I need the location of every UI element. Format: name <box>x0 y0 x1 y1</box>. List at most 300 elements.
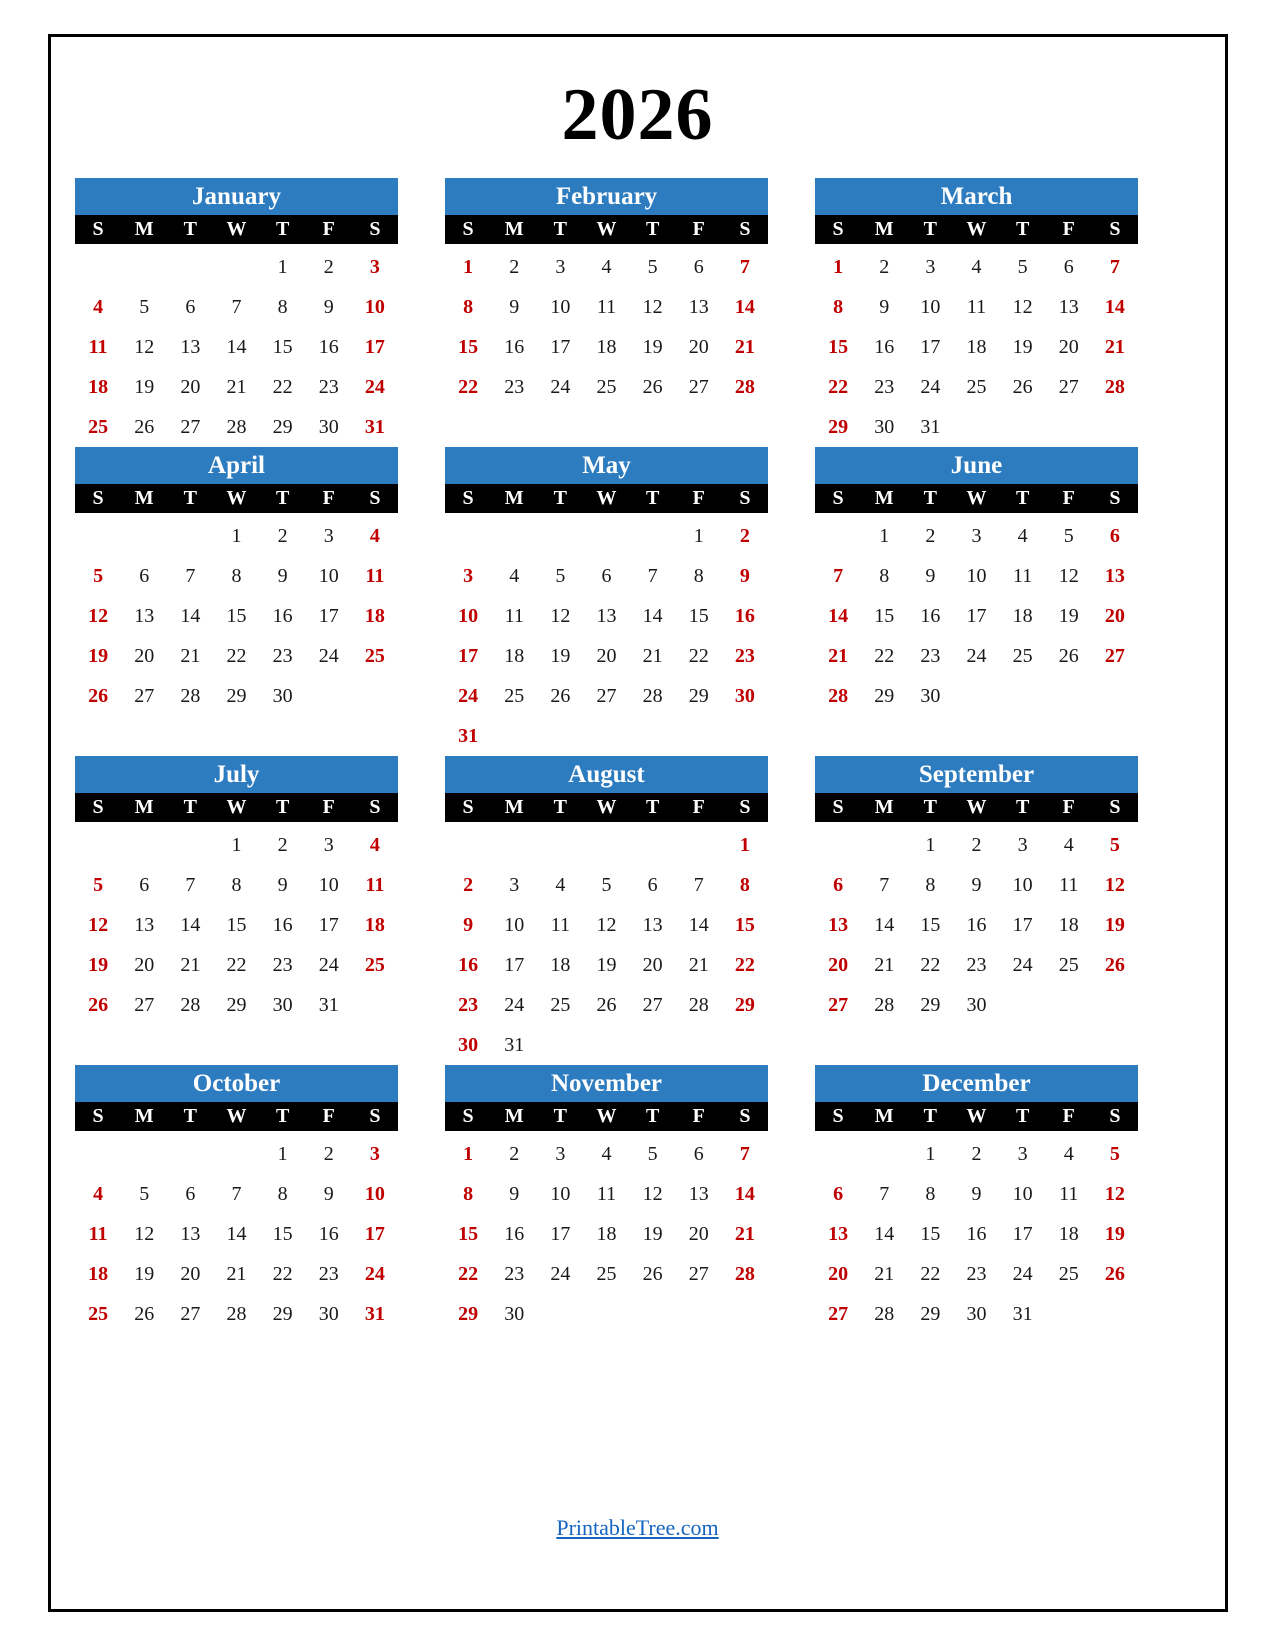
day-cell: 31 <box>920 416 941 438</box>
day-cell: 28 <box>642 685 663 707</box>
day-cell: 12 <box>88 914 109 936</box>
day-cell-empty <box>167 825 213 865</box>
day-cell: 14 <box>734 296 755 318</box>
day-cell: 9 <box>323 296 334 318</box>
day-cell: 16 <box>318 1223 339 1245</box>
month-name: May <box>445 447 768 484</box>
day-cell: 18 <box>1058 1223 1079 1245</box>
day-cell-empty <box>121 516 167 556</box>
weekday-label: M <box>504 1105 524 1127</box>
day-cell-empty <box>815 1134 861 1174</box>
day-cell: 4 <box>1017 525 1028 547</box>
weekday-label: T <box>553 796 568 818</box>
day-cell: 1 <box>925 1143 936 1165</box>
weekday-header-row <box>445 793 768 822</box>
day-cell: 24 <box>318 645 339 667</box>
day-cell: 5 <box>93 874 104 896</box>
weekday-label: S <box>1109 1105 1121 1127</box>
day-cell: 3 <box>1017 834 1028 856</box>
weekday-label: M <box>504 218 524 240</box>
weekday-header-row <box>75 793 398 822</box>
day-cell: 15 <box>920 1223 941 1245</box>
day-cell: 1 <box>231 834 242 856</box>
day-cell: 14 <box>226 1223 247 1245</box>
page-title: 2026 <box>561 74 714 156</box>
printabletree-link[interactable]: PrintableTree.com <box>556 1515 719 1540</box>
day-cell: 1 <box>925 834 936 856</box>
weekday-label: F <box>1062 1105 1075 1127</box>
day-cell: 22 <box>828 376 849 398</box>
day-cell: 30 <box>318 416 339 438</box>
day-cell: 9 <box>971 874 982 896</box>
day-cell: 27 <box>180 416 201 438</box>
day-cell: 12 <box>642 296 663 318</box>
day-cell: 29 <box>226 685 247 707</box>
day-cell: 23 <box>504 376 525 398</box>
day-cell: 9 <box>971 1183 982 1205</box>
month-name: December <box>815 1065 1138 1102</box>
weekday-header-row <box>815 484 1138 513</box>
day-cell: 10 <box>364 296 385 318</box>
day-cell: 4 <box>971 256 982 278</box>
weekday-label: T <box>553 487 568 509</box>
day-cell: 26 <box>88 685 109 707</box>
weekday-label: T <box>645 1105 660 1127</box>
day-cell: 14 <box>734 1183 755 1205</box>
day-cell: 29 <box>272 416 293 438</box>
day-cell: 2 <box>925 525 936 547</box>
day-cell: 30 <box>458 1034 479 1056</box>
weekday-label: S <box>369 487 381 509</box>
day-cell: 19 <box>642 1223 663 1245</box>
day-cell: 13 <box>134 605 155 627</box>
day-cell: 19 <box>550 645 571 667</box>
day-cell: 11 <box>1013 565 1033 587</box>
day-cell: 28 <box>688 994 709 1016</box>
day-cell: 30 <box>504 1303 525 1325</box>
month-block <box>75 447 398 756</box>
day-cell: 14 <box>180 914 201 936</box>
day-cell: 19 <box>88 645 109 667</box>
day-cell-empty <box>167 247 213 287</box>
day-cell-empty <box>121 247 167 287</box>
day-cell: 13 <box>828 914 849 936</box>
day-cell: 4 <box>601 1143 612 1165</box>
day-cell: 18 <box>364 605 385 627</box>
month-block <box>445 756 768 1065</box>
day-cell: 3 <box>323 834 334 856</box>
day-cell: 7 <box>879 1183 890 1205</box>
day-cell: 14 <box>642 605 663 627</box>
weekday-label: S <box>92 1105 104 1127</box>
weekday-label: T <box>275 487 290 509</box>
day-cell: 5 <box>93 565 104 587</box>
weekday-label: F <box>322 796 335 818</box>
day-cell: 23 <box>272 954 293 976</box>
weekday-label: T <box>923 796 938 818</box>
day-cell: 30 <box>920 685 941 707</box>
day-cell: 19 <box>1104 914 1125 936</box>
day-cell: 6 <box>185 1183 196 1205</box>
day-cell: 12 <box>642 1183 663 1205</box>
weekday-label: S <box>739 796 751 818</box>
month-block <box>815 1065 1138 1334</box>
day-cell: 3 <box>369 256 380 278</box>
day-cell: 19 <box>642 336 663 358</box>
day-cell: 18 <box>596 336 617 358</box>
month-name: June <box>815 447 1138 484</box>
weekday-header-row <box>815 215 1138 244</box>
month-block <box>815 756 1138 1065</box>
day-cell: 6 <box>139 565 150 587</box>
day-cell: 10 <box>504 914 525 936</box>
weekday-label: S <box>832 218 844 240</box>
day-cell: 14 <box>688 914 709 936</box>
day-cell: 8 <box>879 565 890 587</box>
day-cell: 9 <box>925 565 936 587</box>
day-cell: 8 <box>463 1183 474 1205</box>
weekday-header-row <box>75 215 398 244</box>
day-cell: 8 <box>277 296 288 318</box>
day-cell: 5 <box>139 1183 150 1205</box>
day-cell: 16 <box>874 336 895 358</box>
day-cell: 5 <box>1017 256 1028 278</box>
day-cell: 26 <box>550 685 571 707</box>
day-cell: 21 <box>734 1223 755 1245</box>
month-name: February <box>445 178 768 215</box>
day-cell: 13 <box>642 914 663 936</box>
day-cell: 13 <box>688 296 709 318</box>
day-cell: 25 <box>1012 645 1033 667</box>
day-cell-empty <box>213 247 259 287</box>
day-cell: 17 <box>364 1223 385 1245</box>
day-cell: 6 <box>1063 256 1074 278</box>
day-cell: 8 <box>833 296 844 318</box>
day-cell: 15 <box>828 336 849 358</box>
day-cell: 2 <box>463 874 474 896</box>
day-cell: 3 <box>925 256 936 278</box>
day-cell: 19 <box>1012 336 1033 358</box>
day-cell: 9 <box>509 1183 520 1205</box>
weekday-label: F <box>322 487 335 509</box>
day-cell: 18 <box>364 914 385 936</box>
weekday-label: T <box>923 1105 938 1127</box>
months-grid <box>75 178 1200 1334</box>
day-cell: 29 <box>458 1303 479 1325</box>
footer <box>0 1515 1275 1541</box>
weekday-label: W <box>966 796 987 818</box>
weekday-label: W <box>966 487 987 509</box>
day-cell: 13 <box>1104 565 1125 587</box>
weekday-label: T <box>645 487 660 509</box>
day-cell: 17 <box>364 336 385 358</box>
day-cell: 29 <box>828 416 849 438</box>
day-cell: 1 <box>231 525 242 547</box>
day-cell-empty <box>491 825 537 865</box>
day-cell: 28 <box>874 1303 895 1325</box>
day-cell: 29 <box>272 1303 293 1325</box>
weekday-label: T <box>1015 218 1030 240</box>
day-cell: 30 <box>966 1303 987 1325</box>
day-cell: 21 <box>688 954 709 976</box>
day-cell: 10 <box>1012 874 1033 896</box>
day-cell-empty <box>537 516 583 556</box>
day-cell: 25 <box>88 1303 109 1325</box>
day-cell: 4 <box>555 874 566 896</box>
days-grid <box>445 247 768 407</box>
weekday-label: W <box>226 796 247 818</box>
day-cell: 8 <box>277 1183 288 1205</box>
weekday-label: F <box>1062 796 1075 818</box>
month-block <box>815 178 1138 447</box>
day-cell-empty <box>583 516 629 556</box>
day-cell: 7 <box>231 1183 242 1205</box>
day-cell: 18 <box>596 1223 617 1245</box>
day-cell: 3 <box>971 525 982 547</box>
weekday-label: T <box>645 796 660 818</box>
day-cell-empty <box>491 516 537 556</box>
day-cell: 21 <box>642 645 663 667</box>
day-cell: 6 <box>139 874 150 896</box>
day-cell: 24 <box>1012 954 1033 976</box>
day-cell-empty <box>815 825 861 865</box>
day-cell: 26 <box>642 1263 663 1285</box>
day-cell-empty <box>445 516 491 556</box>
day-cell: 31 <box>504 1034 525 1056</box>
day-cell: 18 <box>1058 914 1079 936</box>
day-cell: 18 <box>88 1263 109 1285</box>
day-cell: 30 <box>272 994 293 1016</box>
day-cell: 16 <box>734 605 755 627</box>
day-cell: 11 <box>88 336 108 358</box>
day-cell: 26 <box>88 994 109 1016</box>
day-cell: 28 <box>734 1263 755 1285</box>
day-cell: 4 <box>369 834 380 856</box>
weekday-label: S <box>739 487 751 509</box>
day-cell: 15 <box>458 336 479 358</box>
day-cell: 27 <box>828 1303 849 1325</box>
day-cell: 22 <box>458 376 479 398</box>
day-cell: 17 <box>1012 914 1033 936</box>
day-cell: 23 <box>874 376 895 398</box>
day-cell: 2 <box>509 256 520 278</box>
day-cell: 5 <box>647 256 658 278</box>
days-grid <box>445 825 768 1065</box>
day-cell: 29 <box>688 685 709 707</box>
day-cell: 23 <box>272 645 293 667</box>
day-cell: 4 <box>369 525 380 547</box>
weekday-label: M <box>134 1105 154 1127</box>
day-cell-empty <box>537 825 583 865</box>
day-cell: 17 <box>458 645 479 667</box>
month-name: September <box>815 756 1138 793</box>
day-cell: 12 <box>1012 296 1033 318</box>
day-cell: 27 <box>134 685 155 707</box>
day-cell: 21 <box>874 1263 895 1285</box>
day-cell: 29 <box>874 685 895 707</box>
day-cell: 29 <box>734 994 755 1016</box>
day-cell: 28 <box>180 994 201 1016</box>
day-cell: 24 <box>920 376 941 398</box>
weekday-label: T <box>923 218 938 240</box>
day-cell: 31 <box>364 416 385 438</box>
weekday-label: S <box>92 218 104 240</box>
day-cell: 15 <box>874 605 895 627</box>
weekday-label: S <box>1109 796 1121 818</box>
day-cell-empty <box>167 516 213 556</box>
month-block <box>445 1065 768 1334</box>
day-cell-empty <box>815 516 861 556</box>
day-cell: 15 <box>226 605 247 627</box>
day-cell: 7 <box>185 565 196 587</box>
weekday-header-row <box>445 1102 768 1131</box>
month-block <box>75 756 398 1065</box>
day-cell: 3 <box>323 525 334 547</box>
day-cell: 17 <box>318 605 339 627</box>
day-cell: 19 <box>1058 605 1079 627</box>
weekday-label: T <box>275 1105 290 1127</box>
day-cell: 14 <box>874 914 895 936</box>
day-cell: 13 <box>180 336 201 358</box>
weekday-label: F <box>1062 487 1075 509</box>
weekday-label: W <box>966 218 987 240</box>
day-cell: 6 <box>693 256 704 278</box>
day-cell: 11 <box>365 565 385 587</box>
day-cell: 25 <box>364 645 385 667</box>
day-cell: 4 <box>509 565 520 587</box>
day-cell: 13 <box>688 1183 709 1205</box>
day-cell: 26 <box>1104 954 1125 976</box>
day-cell: 11 <box>966 296 987 318</box>
day-cell: 13 <box>180 1223 201 1245</box>
weekday-header-row <box>75 1102 398 1131</box>
day-cell: 22 <box>458 1263 479 1285</box>
day-cell: 3 <box>1017 1143 1028 1165</box>
day-cell: 7 <box>879 874 890 896</box>
day-cell: 27 <box>134 994 155 1016</box>
day-cell: 21 <box>180 954 201 976</box>
weekday-label: T <box>923 487 938 509</box>
day-cell: 6 <box>833 874 844 896</box>
day-cell: 10 <box>318 874 339 896</box>
day-cell: 3 <box>463 565 474 587</box>
day-cell: 25 <box>88 416 109 438</box>
day-cell: 3 <box>369 1143 380 1165</box>
day-cell: 20 <box>688 1223 709 1245</box>
weekday-label: S <box>462 487 474 509</box>
day-cell: 5 <box>601 874 612 896</box>
days-grid <box>75 247 398 447</box>
days-grid <box>815 516 1138 716</box>
day-cell: 11 <box>504 605 524 627</box>
day-cell: 22 <box>272 376 293 398</box>
day-cell: 11 <box>596 1183 617 1205</box>
day-cell: 19 <box>134 376 155 398</box>
day-cell: 22 <box>920 1263 941 1285</box>
day-cell: 5 <box>555 565 566 587</box>
day-cell: 16 <box>966 1223 987 1245</box>
day-cell: 1 <box>693 525 704 547</box>
day-cell: 16 <box>504 1223 525 1245</box>
weekday-label: W <box>966 1105 987 1127</box>
day-cell: 24 <box>966 645 987 667</box>
day-cell: 16 <box>318 336 339 358</box>
days-grid <box>445 516 768 756</box>
day-cell: 16 <box>458 954 479 976</box>
day-cell: 4 <box>1063 1143 1074 1165</box>
weekday-label: M <box>874 796 894 818</box>
day-cell: 6 <box>647 874 658 896</box>
day-cell: 25 <box>1058 954 1079 976</box>
weekday-label: T <box>183 1105 198 1127</box>
day-cell: 25 <box>1058 1263 1079 1285</box>
day-cell: 2 <box>509 1143 520 1165</box>
day-cell: 28 <box>1104 376 1125 398</box>
day-cell: 30 <box>318 1303 339 1325</box>
day-cell: 5 <box>1109 1143 1120 1165</box>
day-cell: 31 <box>1012 1303 1033 1325</box>
day-cell: 31 <box>458 725 479 747</box>
day-cell: 30 <box>272 685 293 707</box>
day-cell: 16 <box>272 605 293 627</box>
day-cell-empty <box>630 825 676 865</box>
day-cell: 10 <box>318 565 339 587</box>
day-cell-empty <box>445 825 491 865</box>
day-cell: 22 <box>226 645 247 667</box>
days-grid <box>445 1134 768 1334</box>
day-cell: 23 <box>966 1263 987 1285</box>
day-cell: 20 <box>180 376 201 398</box>
day-cell: 26 <box>134 416 155 438</box>
day-cell: 1 <box>277 1143 288 1165</box>
day-cell: 7 <box>1109 256 1120 278</box>
day-cell: 9 <box>277 565 288 587</box>
month-name: July <box>75 756 398 793</box>
day-cell: 8 <box>463 296 474 318</box>
day-cell: 18 <box>88 376 109 398</box>
day-cell: 10 <box>966 565 987 587</box>
day-cell: 28 <box>226 1303 247 1325</box>
days-grid <box>815 247 1138 447</box>
weekday-label: T <box>553 218 568 240</box>
day-cell: 31 <box>318 994 339 1016</box>
weekday-label: T <box>645 218 660 240</box>
day-cell: 2 <box>971 834 982 856</box>
weekday-label: S <box>832 796 844 818</box>
day-cell: 4 <box>93 1183 104 1205</box>
day-cell: 19 <box>134 1263 155 1285</box>
weekday-label: T <box>275 796 290 818</box>
weekday-header-row <box>815 793 1138 822</box>
month-name: April <box>75 447 398 484</box>
day-cell: 2 <box>323 1143 334 1165</box>
day-cell: 26 <box>642 376 663 398</box>
day-cell: 23 <box>966 954 987 976</box>
weekday-label: T <box>183 218 198 240</box>
day-cell: 10 <box>364 1183 385 1205</box>
weekday-header-row <box>445 484 768 513</box>
weekday-label: W <box>596 487 617 509</box>
month-name: March <box>815 178 1138 215</box>
day-cell: 8 <box>925 1183 936 1205</box>
weekday-label: S <box>92 487 104 509</box>
day-cell-empty <box>121 825 167 865</box>
day-cell-empty <box>630 516 676 556</box>
day-cell: 20 <box>1058 336 1079 358</box>
day-cell: 7 <box>647 565 658 587</box>
weekday-header-row <box>815 1102 1138 1131</box>
day-cell: 23 <box>734 645 755 667</box>
